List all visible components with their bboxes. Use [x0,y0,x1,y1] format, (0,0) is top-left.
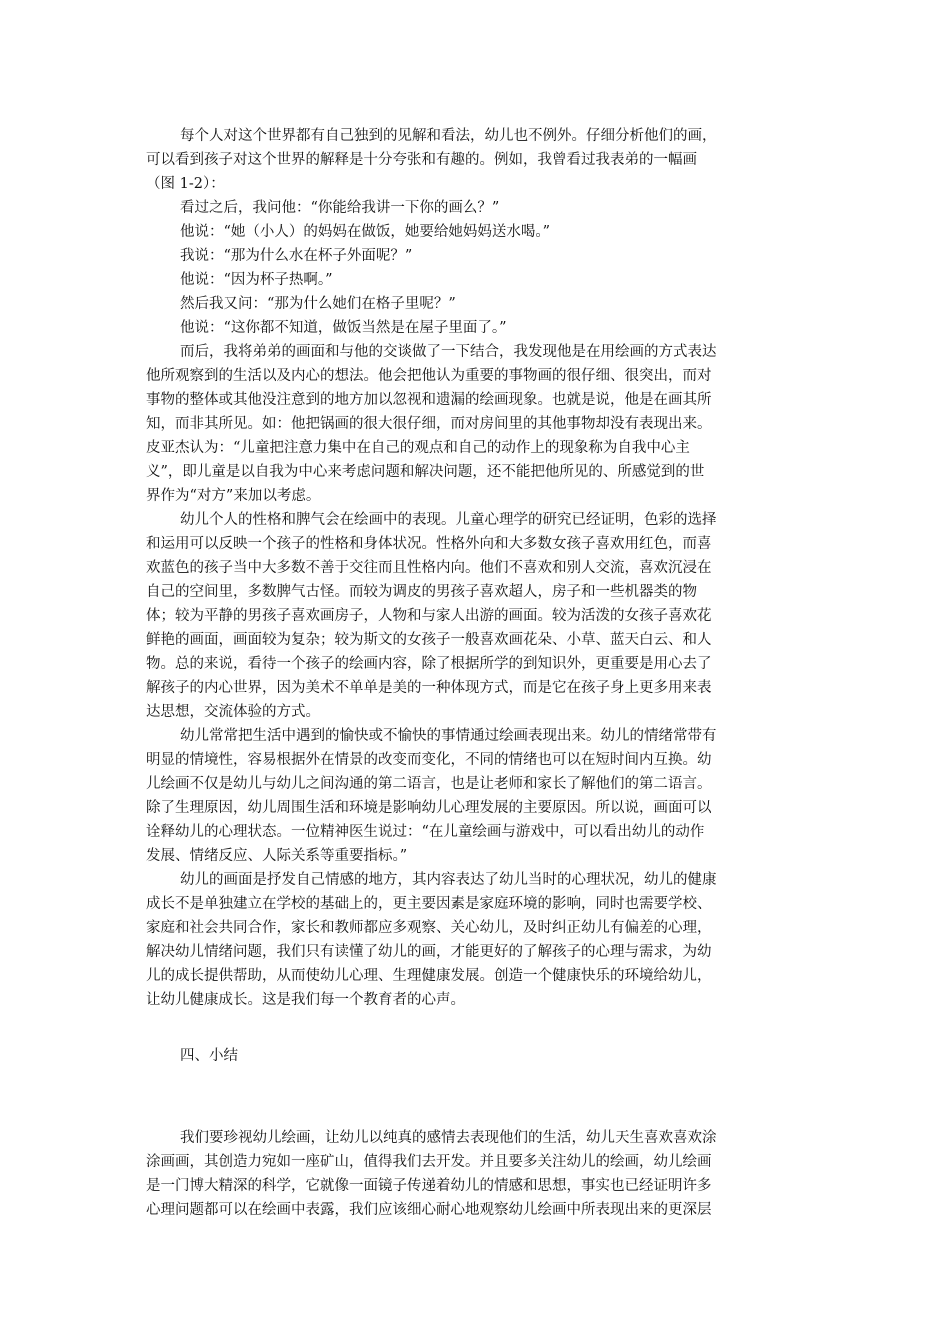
text-line: 他说：“她（小人）的妈妈在做饭，她要给她妈妈送水喝。” [180,224,551,240]
section-heading: 四、小结 [180,1048,238,1064]
text-line: 发展、情绪反应、人际关系等重要指标。” [146,848,408,864]
text-line: 除了生理原因，幼儿周围生活和环境是影响幼儿心理发展的主要原因。所以说，画面可以 [146,800,712,816]
text-line: 达思想，交流体验的方式。 [146,704,320,720]
text-line: 我说：“那为什么水在杯子外面呢？” [180,248,413,264]
text-line: 而后，我将弟弟的画面和与他的交谈做了一下结合，我发现他是在用绘画的方式表达 [180,344,717,360]
text-line: 可以看到孩子对这个世界的解释是十分夸张和有趣的。例如，我曾看过我表弟的一幅画 [146,152,697,168]
text-line: 让幼儿健康成长。这是我们每一个教育者的心声。 [146,992,465,1008]
text-line: 鲜艳的画面，画面较为复杂；较为斯文的女孩子一般喜欢画花朵、小草、蓝天白云、和人 [146,632,712,648]
text-line: 义”，即儿童是以自我为中心来考虑问题和解决问题，还不能把他所见的、所感觉到的世 [146,464,705,480]
text-line: 儿绘画不仅是幼儿与幼儿之间沟通的第二语言，也是让老师和家长了解他们的第二语言。 [146,776,712,792]
text-line: 明显的情境性，容易根据外在情景的改变而变化，不同的情绪也可以在短时间内互换。幼 [146,752,712,768]
text-line: 他所观察到的生活以及内心的想法。他会把他认为重要的事物画的很仔细、很突出，而对 [146,368,712,384]
text-line: 幼儿个人的性格和脾气会在绘画中的表现。儿童心理学的研究已经证明，色彩的选择 [180,512,717,528]
text-line: 体；较为平静的男孩子喜欢画房子，人物和与家人出游的画面。较为活泼的女孩子喜欢花 [146,608,712,624]
text-line: 界作为“对方”来加以考虑。 [146,488,321,504]
text-line: 是一门博大精深的科学，它就像一面镜子传递着幼儿的情感和思想，事实也已经证明许多 [146,1178,712,1194]
text-line: 家庭和社会共同合作，家长和教师都应多观察、关心幼儿，及时纠正幼儿有偏差的心理， [146,920,712,936]
text-line: 和运用可以反映一个孩子的性格和身体状况。性格外向和大多数女孩子喜欢用红色，而喜 [146,536,712,552]
text-line: 涂画画，其创造力宛如一座矿山，值得我们去开发。并且要多关注幼儿的绘画，幼儿绘画 [146,1154,712,1170]
text-line: 自己的空间里，多数脾气古怪。而较为调皮的男孩子喜欢超人，房子和一些机器类的物 [146,584,697,600]
text-line: 心理问题都可以在绘画中表露，我们应该细心耐心地观察幼儿绘画中所表现出来的更深层 [146,1202,712,1218]
text-line: 知，而非其所见。如：他把锅画的很大很仔细，而对房间里的其他事物却没有表现出来。 [146,416,712,432]
text-line: 他说：“这你都不知道，做饭当然是在屋子里面了。” [180,320,507,336]
text-line: 看过之后，我问他：“你能给我讲一下你的画么？” [180,200,500,216]
text-line: 欢蓝色的孩子当中大多数不善于交往而且性格内向。他们不喜欢和别人交流，喜欢沉浸在 [146,560,712,576]
text-line: 皮亚杰认为：“儿童把注意力集中在自己的观点和自己的动作上的现象称为自我中心主 [146,440,690,456]
text-line: 儿的成长提供帮助，从而使幼儿心理、生理健康发展。创造一个健康快乐的环境给幼儿， [146,968,712,984]
text-line: 解决幼儿情绪问题，我们只有读懂了幼儿的画，才能更好的了解孩子的心理与需求，为幼 [146,944,712,960]
text-line: 他说：“因为杯子热啊。” [180,272,333,288]
text-line: 然后我又问：“那为什么她们在格子里呢？” [180,296,456,312]
text-line: 事物的整体或其他没注意到的地方加以忽视和遗漏的绘画现象。也就是说，他是在画其所 [146,392,712,408]
text-line: 幼儿常常把生活中遇到的愉快或不愉快的事情通过绘画表现出来。幼儿的情绪常带有 [180,728,717,744]
text-line: 诠释幼儿的心理状态。一位精神医生说过：“在儿童绘画与游戏中，可以看出幼儿的动作 [146,824,705,840]
text-line: 成长不是单独建立在学校的基础上的，更主要因素是家庭环境的影响，同时也需要学校、 [146,896,712,912]
text-line: 我们要珍视幼儿绘画，让幼儿以纯真的感情去表现他们的生活，幼儿天生喜欢喜欢涂 [180,1130,717,1146]
text-line: 幼儿的画面是抒发自己情感的地方，其内容表达了幼儿当时的心理状况，幼儿的健康 [180,872,717,888]
text-line: 每个人对这个世界都有自己独到的见解和看法，幼儿也不例外。仔细分析他们的画， [180,128,717,144]
text-line: 解孩子的内心世界，因为美术不单单是美的一种体现方式，而是它在孩子身上更多用来表 [146,680,712,696]
text-line: 物。总的来说，看待一个孩子的绘画内容，除了根据所学的到知识外，更重要是用心去了 [146,656,712,672]
text-line: （图 1-2）： [146,176,225,192]
